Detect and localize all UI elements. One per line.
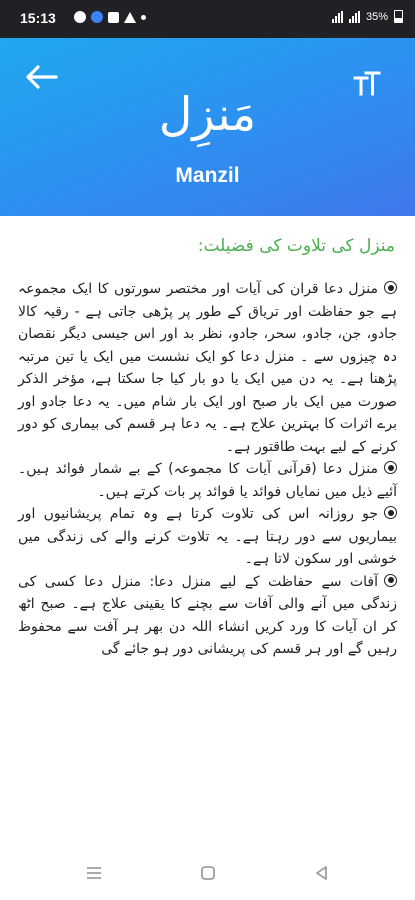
system-icons — [332, 10, 403, 23]
bullet-icon — [384, 461, 397, 474]
home-button[interactable] — [196, 861, 220, 885]
status-bar — [0, 0, 415, 38]
paragraph-text: آفات سے حفاظت کے لیے منزل دعا: منزل دعا کسی کی زندگی میں آنے والی آفات سے بچنے کا یقینی علاج ہے۔ صبح اٹھ کر ان آیات کا ورد کریں انشاء اللہ دن بھر ہر آفت سے محفوظ رہیں گے اور ہر قسم کی پریشانی دور ہو جائے گی — [18, 573, 397, 657]
arabic-title: مَنزِل — [158, 87, 257, 141]
back-triangle-icon — [314, 865, 330, 881]
paragraph-text: منزل دعا (قرآنی آیات کا مجموعہ) کے بے شمار فوائد ہیں۔ آئیے ذیل میں نمایاں فوائد یا فوائد پر بات کرتے ہیں۔ — [18, 461, 397, 500]
body-text — [18, 278, 397, 661]
system-nav-bar — [0, 845, 415, 900]
bullet-icon — [384, 506, 397, 519]
battery-percent: 35% — [365, 10, 388, 23]
paragraph-text: منزل دعا قران کی آیات اور مختصر سورتوں کا ایک مجموعہ ہے جو حفاظت اور تریاق کے طور پر پڑھی جاتی ہے - رقیہ کالا جادو، جن، جادو، سحر، جادو، نظر بد اور اس جیسی دیگر نقصان دہ چیزوں سے ۔ منزل دعا کو ایک نشست میں ایک یا تین مرتبہ پڑھنا ہے۔ یہ دن میں ایک یا دو بار کیا جا سکتا ہے، مؤخر الذکر صورت میں ایک بار صبح اور ایک بار شام میں۔ یہ دعا جادو اور برے اثرات کا بہترین علاج ہے۔ یہ دعا ہر قسم کی بیماری کو دور کرنے کے لیے بہت طاقتور ہے۔ — [18, 281, 397, 455]
home-icon — [200, 865, 216, 881]
battery-icon — [394, 10, 403, 23]
page-title: Manzil — [175, 164, 240, 187]
mail-icon — [108, 12, 119, 23]
bullet-icon — [384, 574, 397, 587]
paragraph — [18, 458, 397, 503]
recents-button[interactable] — [82, 861, 106, 885]
nav-back-button[interactable] — [310, 861, 334, 885]
more-notifications-icon — [141, 15, 146, 20]
notification-icon — [74, 11, 86, 23]
paragraph — [18, 503, 397, 571]
warning-icon — [124, 12, 136, 23]
section-heading: منزل کی تلاوت کی فضیلت: — [197, 236, 395, 256]
recents-icon — [85, 865, 103, 881]
content-area[interactable] — [0, 216, 415, 750]
wifi-signal-icon — [332, 11, 343, 23]
notification-icons — [74, 11, 146, 23]
paragraph — [18, 571, 397, 661]
status-time: 15:13 — [20, 10, 56, 26]
paragraph-text: جو روزانہ اس کی تلاوت کرتا ہے وہ تمام پریشانیوں اور بیماریوں سے دور رہتا ہے۔ یہ تلاوت کرنے والے کی زندگی میں خوشی اور سکون لاتا ہے۔ — [18, 506, 397, 567]
bullet-icon — [384, 281, 397, 294]
app-header — [0, 38, 415, 216]
cell-signal-icon — [349, 11, 360, 23]
messenger-icon — [91, 11, 103, 23]
paragraph — [18, 278, 397, 458]
